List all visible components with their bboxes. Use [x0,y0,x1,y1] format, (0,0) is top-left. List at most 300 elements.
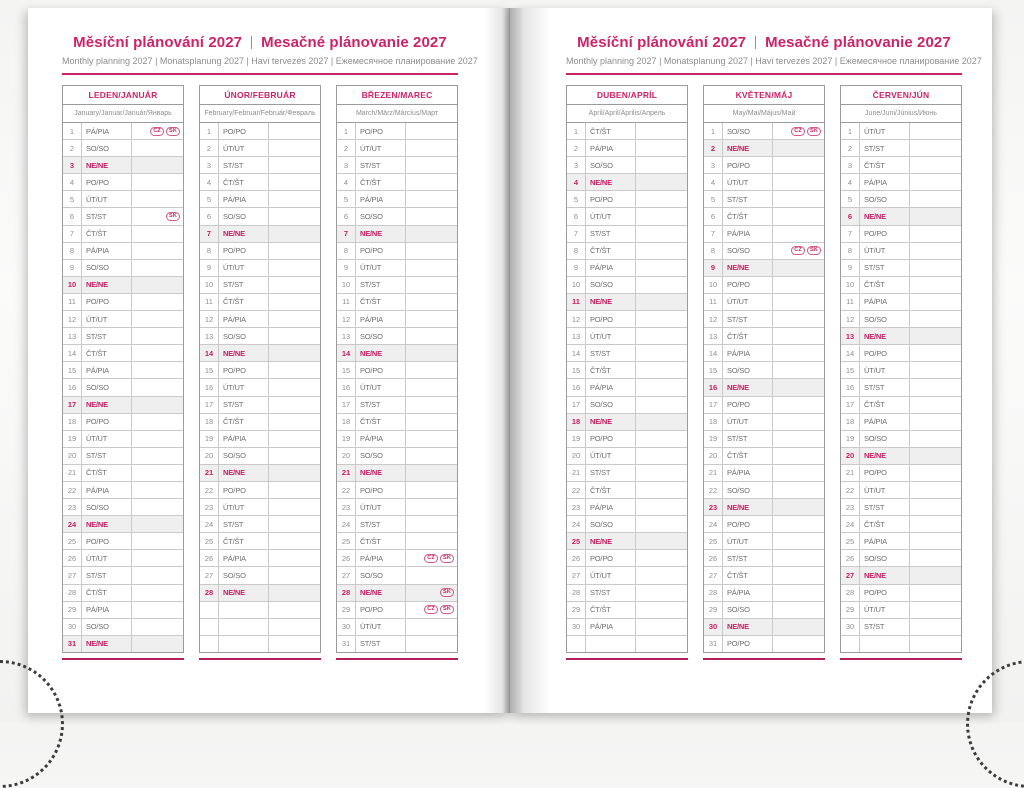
notes-cell [132,311,183,327]
calendar-row [337,430,457,447]
day-name: NE/NE [356,465,406,481]
notes-cell [406,636,457,652]
day-number: 17 [567,397,586,413]
day-name: PO/PO [586,311,636,327]
month-column [566,85,688,660]
notes-cell [269,226,320,242]
notes-cell [910,482,961,498]
day-number: 23 [63,499,82,515]
day-number: 11 [567,294,586,310]
notes-cell [636,585,687,601]
day-number: 14 [337,345,356,361]
day-number: 16 [63,379,82,395]
day-name: ÚT/UT [723,533,773,549]
day-name: ČT/ŠT [723,328,773,344]
day-number: 18 [841,414,860,430]
day-name: PO/PO [82,414,132,430]
day-name: PO/PO [586,431,636,447]
day-name: PÁ/PIA [586,260,636,276]
day-number: 27 [337,567,356,583]
calendar-row [337,344,457,361]
calendar-row [63,190,183,207]
notes-cell [269,431,320,447]
notes-cell [910,619,961,635]
notes-cell [773,123,824,139]
day-number: 17 [200,397,219,413]
calendar-row [63,293,183,310]
notes-cell [406,414,457,430]
day-name: PO/PO [219,123,269,139]
calendar-row [337,498,457,515]
day-number: 18 [704,414,723,430]
calendar-row [337,139,457,156]
notes-cell [269,499,320,515]
day-number: 1 [841,123,860,139]
day-number [200,602,219,618]
calendar-row [567,481,687,498]
calendar-row [337,293,457,310]
notes-cell [910,328,961,344]
day-number: 28 [567,585,586,601]
notes-cell [773,602,824,618]
day-number: 30 [841,619,860,635]
day-number: 25 [704,533,723,549]
calendar-row [704,584,824,601]
notes-cell [910,157,961,173]
day-name: PO/PO [356,123,406,139]
day-number: 20 [63,448,82,464]
day-number: 26 [63,550,82,566]
notes-cell [636,345,687,361]
day-name: NE/NE [82,397,132,413]
calendar-row [63,498,183,515]
day-number: 13 [704,328,723,344]
calendar-row [567,618,687,635]
day-number: 17 [704,397,723,413]
page-title-slovak: Mesačné plánovanie 2027 [261,34,447,51]
day-number: 9 [337,260,356,276]
day-number: 28 [337,585,356,601]
notes-cell [406,226,457,242]
day-number: 20 [337,448,356,464]
day-number: 4 [200,174,219,190]
day-number: 6 [567,208,586,224]
calendar-row [200,430,320,447]
day-number: 24 [337,516,356,532]
calendar-row [841,515,961,532]
day-number: 27 [841,567,860,583]
calendar-row [704,566,824,583]
calendar-row [704,498,824,515]
calendar-row [841,396,961,413]
calendar-row [200,413,320,430]
day-number: 28 [63,585,82,601]
day-name: ČT/ŠT [860,157,910,173]
day-name: ÚT/UT [586,328,636,344]
notes-cell [406,499,457,515]
notes-cell [269,379,320,395]
day-number: 27 [567,567,586,583]
calendar-row [63,242,183,259]
month-title: KVĚTEN/MÁJ [704,86,824,105]
notes-cell [910,431,961,447]
day-name: PÁ/PIA [219,550,269,566]
notes-cell [132,465,183,481]
day-name: PO/PO [860,585,910,601]
notes-cell [406,516,457,532]
day-name: ÚT/UT [860,362,910,378]
notes-cell [910,191,961,207]
calendar-row [337,396,457,413]
day-name: NE/NE [860,448,910,464]
months-row-left [62,85,458,660]
day-name: ČT/ŠT [860,397,910,413]
calendar-row [704,413,824,430]
day-name: NE/NE [82,516,132,532]
notes-cell [910,636,961,652]
day-number: 10 [704,277,723,293]
day-number: 19 [841,431,860,447]
day-number: 20 [567,448,586,464]
day-number: 13 [841,328,860,344]
calendar-row [704,618,824,635]
calendar-row [567,396,687,413]
day-number: 4 [63,174,82,190]
day-name: NE/NE [860,567,910,583]
day-name: ČT/ŠT [219,414,269,430]
right-page-content [510,8,992,739]
day-name: PO/PO [723,516,773,532]
notes-cell [910,243,961,259]
notes-cell [773,157,824,173]
calendar-row [200,173,320,190]
day-name: PÁ/PIA [356,550,406,566]
calendar-row [63,396,183,413]
notes-cell [132,636,183,652]
notes-cell [636,516,687,532]
notes-cell [773,482,824,498]
day-number: 26 [841,550,860,566]
calendar-row [63,515,183,532]
day-name: ST/ST [82,208,132,224]
calendar-row [337,225,457,242]
calendar-row [704,173,824,190]
day-name: ST/ST [219,157,269,173]
day-number: 2 [704,140,723,156]
notes-cell [910,465,961,481]
calendar-row [567,361,687,378]
notes-cell [406,140,457,156]
calendar-row [567,601,687,618]
calendar-row [841,276,961,293]
calendar-row [567,207,687,224]
notes-cell [406,533,457,549]
notes-cell [269,619,320,635]
calendar-row [63,310,183,327]
day-name: SO/SO [860,191,910,207]
day-name: ÚT/UT [586,567,636,583]
notes-cell [910,567,961,583]
notes-cell [269,311,320,327]
notes-cell [773,140,824,156]
calendar-row [567,156,687,173]
notes-cell [636,465,687,481]
day-name: ST/ST [219,277,269,293]
notes-cell [132,585,183,601]
day-number: 7 [337,226,356,242]
day-name: ST/ST [356,397,406,413]
day-number: 21 [63,465,82,481]
calendar-row [841,242,961,259]
day-name: PÁ/PIA [723,226,773,242]
calendar-row [337,190,457,207]
notes-cell [636,397,687,413]
calendar-row [704,225,824,242]
notes-cell [636,533,687,549]
calendar-row [567,190,687,207]
calendar-row [63,635,183,652]
day-name: PÁ/PIA [723,585,773,601]
calendar-row [841,566,961,583]
day-name: ÚT/UT [219,379,269,395]
day-number: 25 [841,533,860,549]
day-name: ÚT/UT [723,294,773,310]
notes-cell [910,448,961,464]
day-name: NE/NE [219,226,269,242]
calendar-row [567,259,687,276]
notes-cell [132,140,183,156]
day-name: PO/PO [723,397,773,413]
page-subtitle: Monthly planning 2027 | Monatsplanung 2027 | Havi tervezés 2027 | Ежемесячное планирование 2027 [566,56,982,66]
notes-cell [269,465,320,481]
day-name: ČT/ŠT [219,294,269,310]
calendar-row [841,601,961,618]
holiday-badge-cz: CZ [150,127,164,136]
month-title: DUBEN/APRÍL [567,86,687,105]
notes-cell [773,208,824,224]
month-table [840,85,962,653]
calendar-row [841,532,961,549]
notes-cell [269,277,320,293]
day-number: 9 [63,260,82,276]
calendar-row [63,532,183,549]
day-name: ST/ST [82,448,132,464]
day-number: 20 [704,448,723,464]
day-number: 10 [841,277,860,293]
day-name [586,636,636,652]
day-name: ST/ST [723,311,773,327]
day-number: 22 [200,482,219,498]
calendar-row [63,566,183,583]
notes-cell [132,379,183,395]
day-number: 3 [841,157,860,173]
notes-cell [269,636,320,652]
day-name: NE/NE [356,345,406,361]
calendar-row [63,276,183,293]
day-number: 4 [704,174,723,190]
day-name: SO/SO [723,123,773,139]
day-name: ČT/ŠT [586,123,636,139]
day-name: ÚT/UT [356,379,406,395]
day-name: SO/SO [860,311,910,327]
holiday-badge-cz: CZ [791,127,805,136]
day-name: PÁ/PIA [586,140,636,156]
month-subtitle: April/April/Április/Апрель [567,105,687,123]
calendar-row [63,601,183,618]
day-name: PÁ/PIA [219,191,269,207]
calendar-row [841,225,961,242]
notes-cell [773,414,824,430]
day-name: ČT/ŠT [586,362,636,378]
day-name: ČT/ŠT [356,294,406,310]
day-number: 31 [63,636,82,652]
month-subtitle: March/März/Március/Март [337,105,457,123]
month-underline [703,658,825,660]
notes-cell [132,243,183,259]
day-number: 1 [63,123,82,139]
notes-cell [132,157,183,173]
notes-cell [406,397,457,413]
day-number: 4 [841,174,860,190]
notes-cell [269,362,320,378]
day-number: 2 [63,140,82,156]
day-name: PO/PO [860,226,910,242]
day-name: ST/ST [860,499,910,515]
notes-cell [132,208,183,224]
day-name: NE/NE [723,619,773,635]
notes-cell [406,465,457,481]
day-name: ÚT/UT [356,260,406,276]
notes-cell [910,585,961,601]
calendar-row [337,618,457,635]
day-number: 23 [704,499,723,515]
day-number: 22 [841,482,860,498]
calendar-row [337,549,457,566]
notes-cell [269,414,320,430]
day-name: ST/ST [82,328,132,344]
calendar-row [200,396,320,413]
notes-cell [269,448,320,464]
calendar-row-empty [567,635,687,652]
day-name: PÁ/PIA [586,499,636,515]
day-number: 3 [337,157,356,173]
calendar-row [337,259,457,276]
day-name: ST/ST [860,140,910,156]
calendar-row [567,430,687,447]
calendar-row [704,635,824,652]
notes-cell [132,345,183,361]
day-name: PÁ/PIA [82,243,132,259]
calendar-row [200,464,320,481]
notes-cell [406,567,457,583]
notes-cell [132,567,183,583]
page-title [62,34,458,51]
calendar-row [337,173,457,190]
calendar-row [63,156,183,173]
notes-cell [406,123,457,139]
day-number: 30 [63,619,82,635]
calendar-row [841,481,961,498]
notes-cell [132,277,183,293]
notes-cell [636,602,687,618]
notes-cell [773,499,824,515]
day-number: 15 [337,362,356,378]
notes-cell [773,277,824,293]
calendar-row [841,430,961,447]
day-number: 24 [704,516,723,532]
day-number: 6 [337,208,356,224]
day-name: ÚT/UT [82,311,132,327]
day-name: SO/SO [860,550,910,566]
calendar-row [63,173,183,190]
notes-cell [910,499,961,515]
day-number: 2 [200,140,219,156]
day-number: 5 [567,191,586,207]
day-number: 10 [200,277,219,293]
calendar-row [704,481,824,498]
calendar-row [567,276,687,293]
title-separator [755,36,756,49]
calendar-row [337,635,457,652]
notes-cell [269,294,320,310]
header-divider [62,73,458,75]
day-name: ST/ST [356,516,406,532]
holiday-badge-sk: SK [440,588,454,597]
notes-cell [773,431,824,447]
day-number: 18 [63,414,82,430]
notes-cell [773,465,824,481]
day-name: ST/ST [860,619,910,635]
month-table [62,85,184,653]
day-number: 15 [704,362,723,378]
day-number: 25 [63,533,82,549]
day-name: PÁ/PIA [723,345,773,361]
calendar-row [200,361,320,378]
day-name: PO/PO [586,550,636,566]
notes-cell [132,516,183,532]
day-name: ST/ST [356,157,406,173]
notes-cell [910,550,961,566]
calendar-row [567,293,687,310]
calendar-row [704,396,824,413]
calendar-row [63,378,183,395]
day-number: 17 [63,397,82,413]
notes-cell [132,123,183,139]
holiday-badge-sk: SK [166,127,180,136]
day-name [219,602,269,618]
day-number: 5 [841,191,860,207]
notes-cell [773,243,824,259]
day-name: ST/ST [586,226,636,242]
day-number: 22 [567,482,586,498]
day-name: NE/NE [356,585,406,601]
calendar-row [567,344,687,361]
notes-cell [406,277,457,293]
calendar-row [337,310,457,327]
day-name: SO/SO [356,328,406,344]
day-name: PO/PO [82,533,132,549]
calendar-row [63,259,183,276]
day-number: 21 [704,465,723,481]
day-name: NE/NE [586,174,636,190]
calendar-row [704,123,824,139]
day-name: SO/SO [356,567,406,583]
calendar-row [337,464,457,481]
day-number: 16 [704,379,723,395]
notes-cell [910,123,961,139]
month-underline [199,658,321,660]
calendar-row-empty [200,635,320,652]
